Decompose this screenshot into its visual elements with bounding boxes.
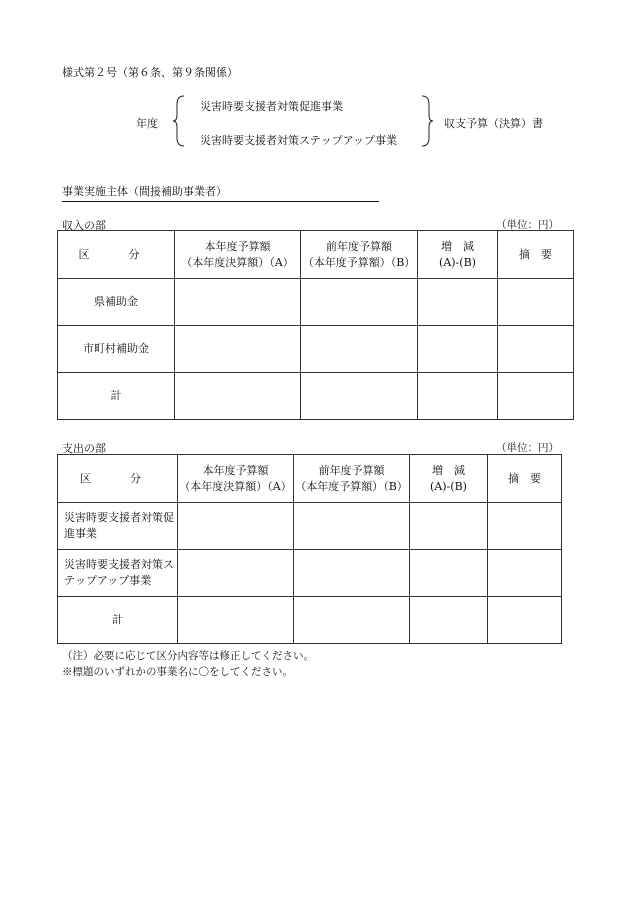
expense-cell[interactable] bbox=[294, 550, 410, 597]
form-number: 様式第２号（第６条、第９条関係） bbox=[62, 66, 238, 79]
expense-header-row bbox=[58, 455, 562, 503]
income-header-current: 本年度予算額 （本年度決算額）（A） bbox=[175, 231, 301, 279]
table-row bbox=[58, 326, 574, 373]
income-cell[interactable] bbox=[418, 279, 498, 326]
table-row bbox=[58, 279, 574, 326]
income-header-previous: 前年度予算額 （本年度予算額）（B） bbox=[301, 231, 418, 279]
note-line: （注）必要に応じて区分内容等は修正してください。 bbox=[62, 650, 314, 662]
table-row bbox=[58, 550, 562, 597]
income-cell[interactable] bbox=[175, 279, 301, 326]
left-brace-icon bbox=[172, 94, 186, 148]
income-row-label: 計 bbox=[58, 373, 175, 420]
expense-section-label: 支出の部 bbox=[62, 442, 106, 455]
expense-cell[interactable] bbox=[178, 597, 294, 644]
income-cell[interactable] bbox=[301, 279, 418, 326]
project-name-promotion: 災害時要支援者対策促進事業 bbox=[200, 100, 343, 113]
expense-row-label: 計 bbox=[58, 597, 178, 644]
income-table bbox=[57, 230, 574, 420]
expense-table bbox=[57, 454, 562, 644]
year-label: 年度 bbox=[136, 117, 158, 130]
expense-cell[interactable] bbox=[488, 503, 562, 550]
expense-cell[interactable] bbox=[294, 597, 410, 644]
expense-header-current: 本年度予算額 （本年度決算額）（A） bbox=[178, 455, 294, 503]
note-line: ※標題のいずれかの事業名に〇をしてください。 bbox=[62, 666, 293, 678]
expense-row-label: 災害時要支援者対策促 進事業 bbox=[58, 503, 178, 550]
expense-cell[interactable] bbox=[178, 503, 294, 550]
table-row bbox=[58, 503, 562, 550]
income-header-row bbox=[58, 231, 574, 279]
income-cell[interactable] bbox=[498, 279, 574, 326]
expense-cell[interactable] bbox=[294, 503, 410, 550]
table-row bbox=[58, 373, 574, 420]
entity-label: 事業実施主体（間接補助事業者） bbox=[62, 183, 379, 202]
table-row bbox=[58, 597, 562, 644]
right-brace-icon bbox=[420, 94, 434, 148]
income-cell[interactable] bbox=[175, 373, 301, 420]
income-header-diff: 増 減 (A)-(B) bbox=[418, 231, 498, 279]
income-cell[interactable] bbox=[418, 373, 498, 420]
income-cell[interactable] bbox=[175, 326, 301, 373]
expense-cell[interactable] bbox=[488, 550, 562, 597]
expense-cell[interactable] bbox=[488, 597, 562, 644]
project-name-stepup: 災害時要支援者対策ステップアップ事業 bbox=[200, 134, 398, 147]
expense-cell[interactable] bbox=[410, 550, 488, 597]
income-cell[interactable] bbox=[301, 373, 418, 420]
expense-header-diff: 増 減 (A)-(B) bbox=[410, 455, 488, 503]
income-cell[interactable] bbox=[301, 326, 418, 373]
expense-header-category: 区 分 bbox=[58, 455, 178, 503]
income-cell[interactable] bbox=[498, 373, 574, 420]
income-section-label: 収入の部 bbox=[62, 219, 106, 232]
expense-row-label: 災害時要支援者対策ス テップアップ事業 bbox=[58, 550, 178, 597]
income-unit-label: （単位：円） bbox=[496, 219, 559, 231]
income-row-label: 市町村補助金 bbox=[58, 326, 175, 373]
income-header-category: 区 分 bbox=[58, 231, 175, 279]
expense-cell[interactable] bbox=[410, 597, 488, 644]
expense-cell[interactable] bbox=[178, 550, 294, 597]
expense-header-previous: 前年度予算額 （本年度予算額）（B） bbox=[294, 455, 410, 503]
expense-header-remarks: 摘 要 bbox=[488, 455, 562, 503]
income-row-label: 県補助金 bbox=[58, 279, 175, 326]
document-title-suffix: 収支予算（決算）書 bbox=[444, 117, 543, 130]
income-cell[interactable] bbox=[418, 326, 498, 373]
income-header-remarks: 摘 要 bbox=[498, 231, 574, 279]
income-cell[interactable] bbox=[498, 326, 574, 373]
expense-cell[interactable] bbox=[410, 503, 488, 550]
expense-unit-label: （単位：円） bbox=[496, 442, 559, 454]
